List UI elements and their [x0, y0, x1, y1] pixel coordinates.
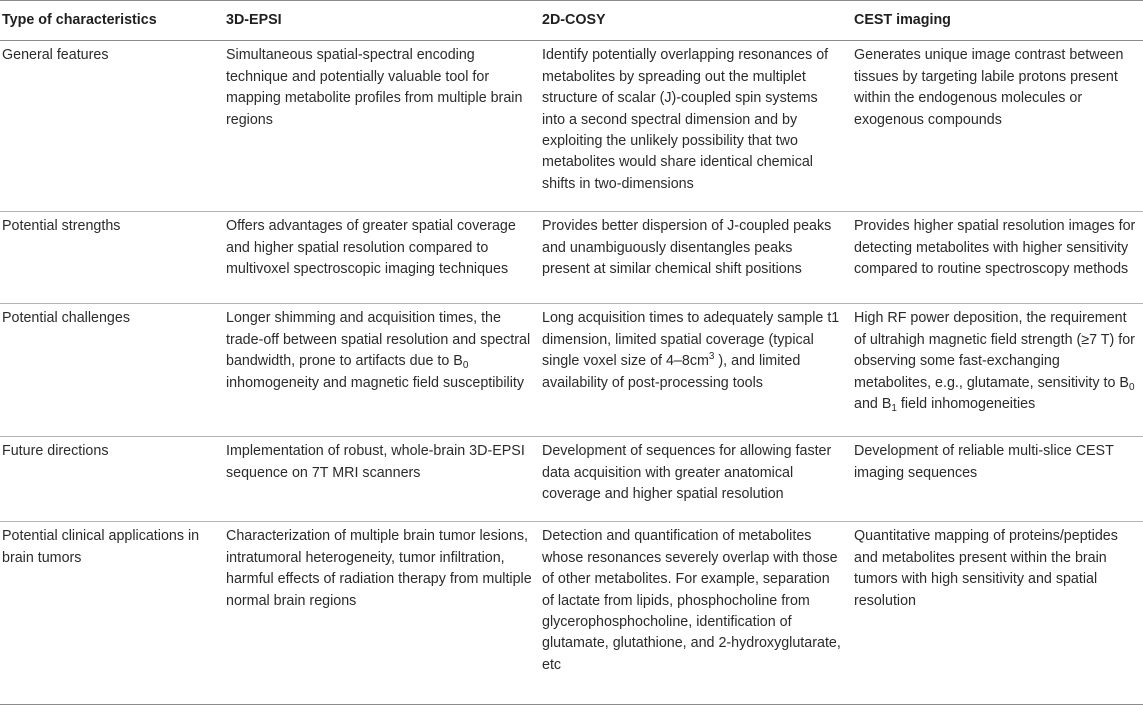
cell-2d-cosy: Identify potentially overlapping resonances of metabolites by spreading out the multiplet structure of scalar (J)-coupled spin systems into a second spectral dimension and by exploiting the unlikely possibility that two metabolites would share identical chemical shifts in two-dimensions	[538, 41, 850, 212]
row-label: Potential strengths	[0, 212, 222, 304]
row-label: Potential challenges	[0, 304, 222, 437]
table-row	[0, 41, 1143, 212]
table-row	[0, 522, 1143, 705]
row-label: Future directions	[0, 437, 222, 522]
cell-cest: High RF power deposition, the requirement of ultrahigh magnetic field strength (≥7 T) for observing some fast-exchanging metabolites, e.g., glutamate, sensitivity to $B_0$ and $B_1$ field inhomogeneities	[850, 304, 1143, 437]
cell-cest: Quantitative mapping of proteins/peptides and metabolites present within the brain tumors with high sensitivity and spatial resolution	[850, 522, 1143, 705]
cell-cest: Provides higher spatial resolution images for detecting metabolites with higher sensitivity compared to routine spectroscopy methods	[850, 212, 1143, 304]
cell-2d-cosy: Provides better dispersion of J-coupled peaks and unambiguously disentangles peaks present at similar chemical shift positions	[538, 212, 850, 304]
cell-cest: Development of reliable multi-slice CEST imaging sequences	[850, 437, 1143, 522]
table-row	[0, 304, 1143, 437]
table-row	[0, 212, 1143, 304]
header-2d-cosy: 2D-COSY	[538, 1, 850, 41]
cell-2d-cosy: Detection and quantification of metabolites whose resonances severely overlap with those of other metabolites. For example, separation of lactate from lipids, phosphocholine from glycerophosphocholine, identification of glutamate, glutathione, and 2-hydroxyglutarate, etc	[538, 522, 850, 705]
row-label: General features	[0, 41, 222, 212]
cell-3d-epsi: Simultaneous spatial-spectral encoding technique and potentially valuable tool for mapping metabolite profiles from multiple brain regions	[222, 41, 538, 212]
cell-2d-cosy: Long acquisition times to adequately sample t1 dimension, limited spatial coverage (typical single voxel size of $4-8cm^3$ ), and limited availability of post-processing tools	[538, 304, 850, 437]
cell-cest: Generates unique image contrast between tissues by targeting labile protons present within the endogenous molecules or exogenous compounds	[850, 41, 1143, 212]
table-row	[0, 437, 1143, 522]
header-cest: CEST imaging	[850, 1, 1143, 41]
cell-3d-epsi: Offers advantages of greater spatial coverage and higher spatial resolution compared to multivoxel spectroscopic imaging techniques	[222, 212, 538, 304]
row-label: Potential clinical applications in brain tumors	[0, 522, 222, 705]
header-type: Type of characteristics	[0, 1, 222, 41]
header-3d-epsi: 3D-EPSI	[222, 1, 538, 41]
cell-2d-cosy: Development of sequences for allowing faster data acquisition with greater anatomical coverage and higher spatial resolution	[538, 437, 850, 522]
cell-3d-epsi: Implementation of robust, whole-brain 3D-EPSI sequence on 7T MRI scanners	[222, 437, 538, 522]
cell-3d-epsi: Characterization of multiple brain tumor lesions, intratumoral heterogeneity, tumor infiltration, harmful effects of radiation therapy from multiple normal brain regions	[222, 522, 538, 705]
header-row	[0, 1, 1143, 41]
cell-3d-epsi: Longer shimming and acquisition times, the trade-off between spatial resolution and spectral bandwidth, prone to artifacts due to $B_0$ inhomogeneity and magnetic field susceptibility	[222, 304, 538, 437]
